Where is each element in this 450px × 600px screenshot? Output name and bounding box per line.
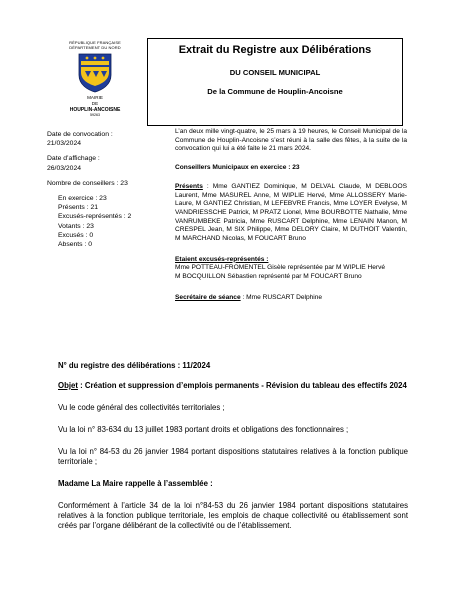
affichage-date: 26/03/2024 [47, 164, 82, 172]
page-title: Extrait du Registre aux Délibérations [178, 44, 372, 56]
objet-text: : Création et suppression d’emplois permanents - Révision du tableau des effectifs 2024 [77, 381, 407, 390]
vu-loi-84-53: Vu la loi n° 84-53 du 26 janvier 1984 portant dispositions statutaires relatives à la fonction publique territoriale ; [58, 447, 408, 466]
header-box [147, 38, 403, 126]
objet-paragraph [48, 381, 408, 391]
vu-loi-83-634: Vu la loi n° 83-634 du 13 juillet 1983 portant droits et obligations des fonctionnaires ; [58, 425, 349, 434]
coat-of-arms-icon [78, 53, 112, 93]
convocation-label: Date de convocation : [47, 131, 113, 138]
header-commune: De la Commune de Houplin-Ancoisne [207, 87, 343, 96]
excuses-line-2: M BOCQUILLON Sébastien représenté par M FOUCART Bruno [175, 273, 362, 281]
town-logo [50, 40, 140, 118]
secretaire-paragraph [175, 294, 407, 303]
en-exercice-line: Conseillers Municipaux en exercice : 23 [175, 164, 300, 172]
presents-label: Présents [175, 182, 203, 190]
affichage-label: Date d’affichage : [47, 155, 100, 163]
republic-line-2: DÉPARTEMENT DU NORD [69, 45, 121, 50]
deliberation-body [48, 361, 408, 531]
objet-label: Objet [58, 381, 78, 390]
header-subtitle: DU CONSEIL MUNICIPAL [229, 68, 321, 77]
nb-conseillers: Nombre de conseillers : 23 [47, 179, 128, 187]
count-en-exercice: En exercice : 23 [58, 195, 107, 203]
meeting-info-column [47, 130, 167, 249]
vu-cgct: Vu le code général des collectivités territoriales ; [58, 403, 225, 412]
excuses-line-1: Mme POTTEAU-FROMENTEL Gisèle représentée par M WIPLIE Hervé [175, 264, 386, 272]
registre-number: N° du registre des délibérations : 11/2024 [58, 361, 211, 370]
count-presents: Présents : 21 [58, 204, 99, 212]
count-excuses: Excusés : 0 [58, 231, 94, 239]
maire-rappel: Madame La Maire rappelle à l’assemblée : [58, 479, 213, 488]
attendance-column [175, 128, 407, 303]
meeting-intro: L’an deux mille vingt-quatre, le 25 mars à 19 heures, le Conseil Municipal de la Commune de Houplin-Ancoisne s’est réuni à la salle des fêtes, à la suite de la convocation qui lui a été faite le 21 mars 2024. [175, 128, 407, 153]
logo-town: HOUPLIN-ANCOISNE [69, 107, 121, 113]
count-absents: Absents : 0 [58, 241, 93, 249]
republic-line-1: RÉPUBLIQUE FRANÇAISE [69, 40, 121, 45]
logo-postcode: 59263 [90, 113, 100, 117]
logo-mairie: MAIRIE [87, 95, 103, 100]
convocation-date: 21/03/2024 [47, 140, 82, 148]
conformement-paragraph: Conformément à l’article 34 de la loi n°84-53 du 26 janvier 1984 portant dispositions statutaires relatives à la fonction publique territoriale, les emplois de chaque collectivité ou établissement sont créés par l’organe délibérant de la collectivité ou de l’établissement. [58, 501, 408, 530]
presents-list: : Mme GANTIEZ Dominique, M DELVAL Claude, M DEBLOOS Laurent, Mme MASUREL Anne, M WIPLIE Hervé, Mme ALLOSSERY Marie-Laure, M GANTIEZ Christian, M LEFEBVRE Francis, Mme LOYER Evelyse, M VANDRIESSCHE Patrick, M PRATZ Lionel, Mme BOURBOTTE Nathalie, Mme VANRUMBEKE Patricia, Mme RUSCART Delphine, Mme LENAIN Manon, M CRESPEL Jean, M SIX Philippe, Mme DELORY Claire, M DUTHOIT Valentin, M MARCHAND Nicolas, M FOUCART Bruno [175, 182, 407, 243]
secretaire-name: : Mme RUSCART Delphine [240, 293, 323, 301]
count-votants: Votants : 23 [58, 222, 94, 230]
count-excuses-representes: Excusés-représentés : 2 [58, 213, 132, 221]
excuses-label: Etaient excusés-représentés : [175, 255, 269, 263]
presents-paragraph [175, 183, 407, 244]
secretaire-label: Secrétaire de séance [175, 293, 241, 301]
logo-de: DE [91, 101, 99, 106]
